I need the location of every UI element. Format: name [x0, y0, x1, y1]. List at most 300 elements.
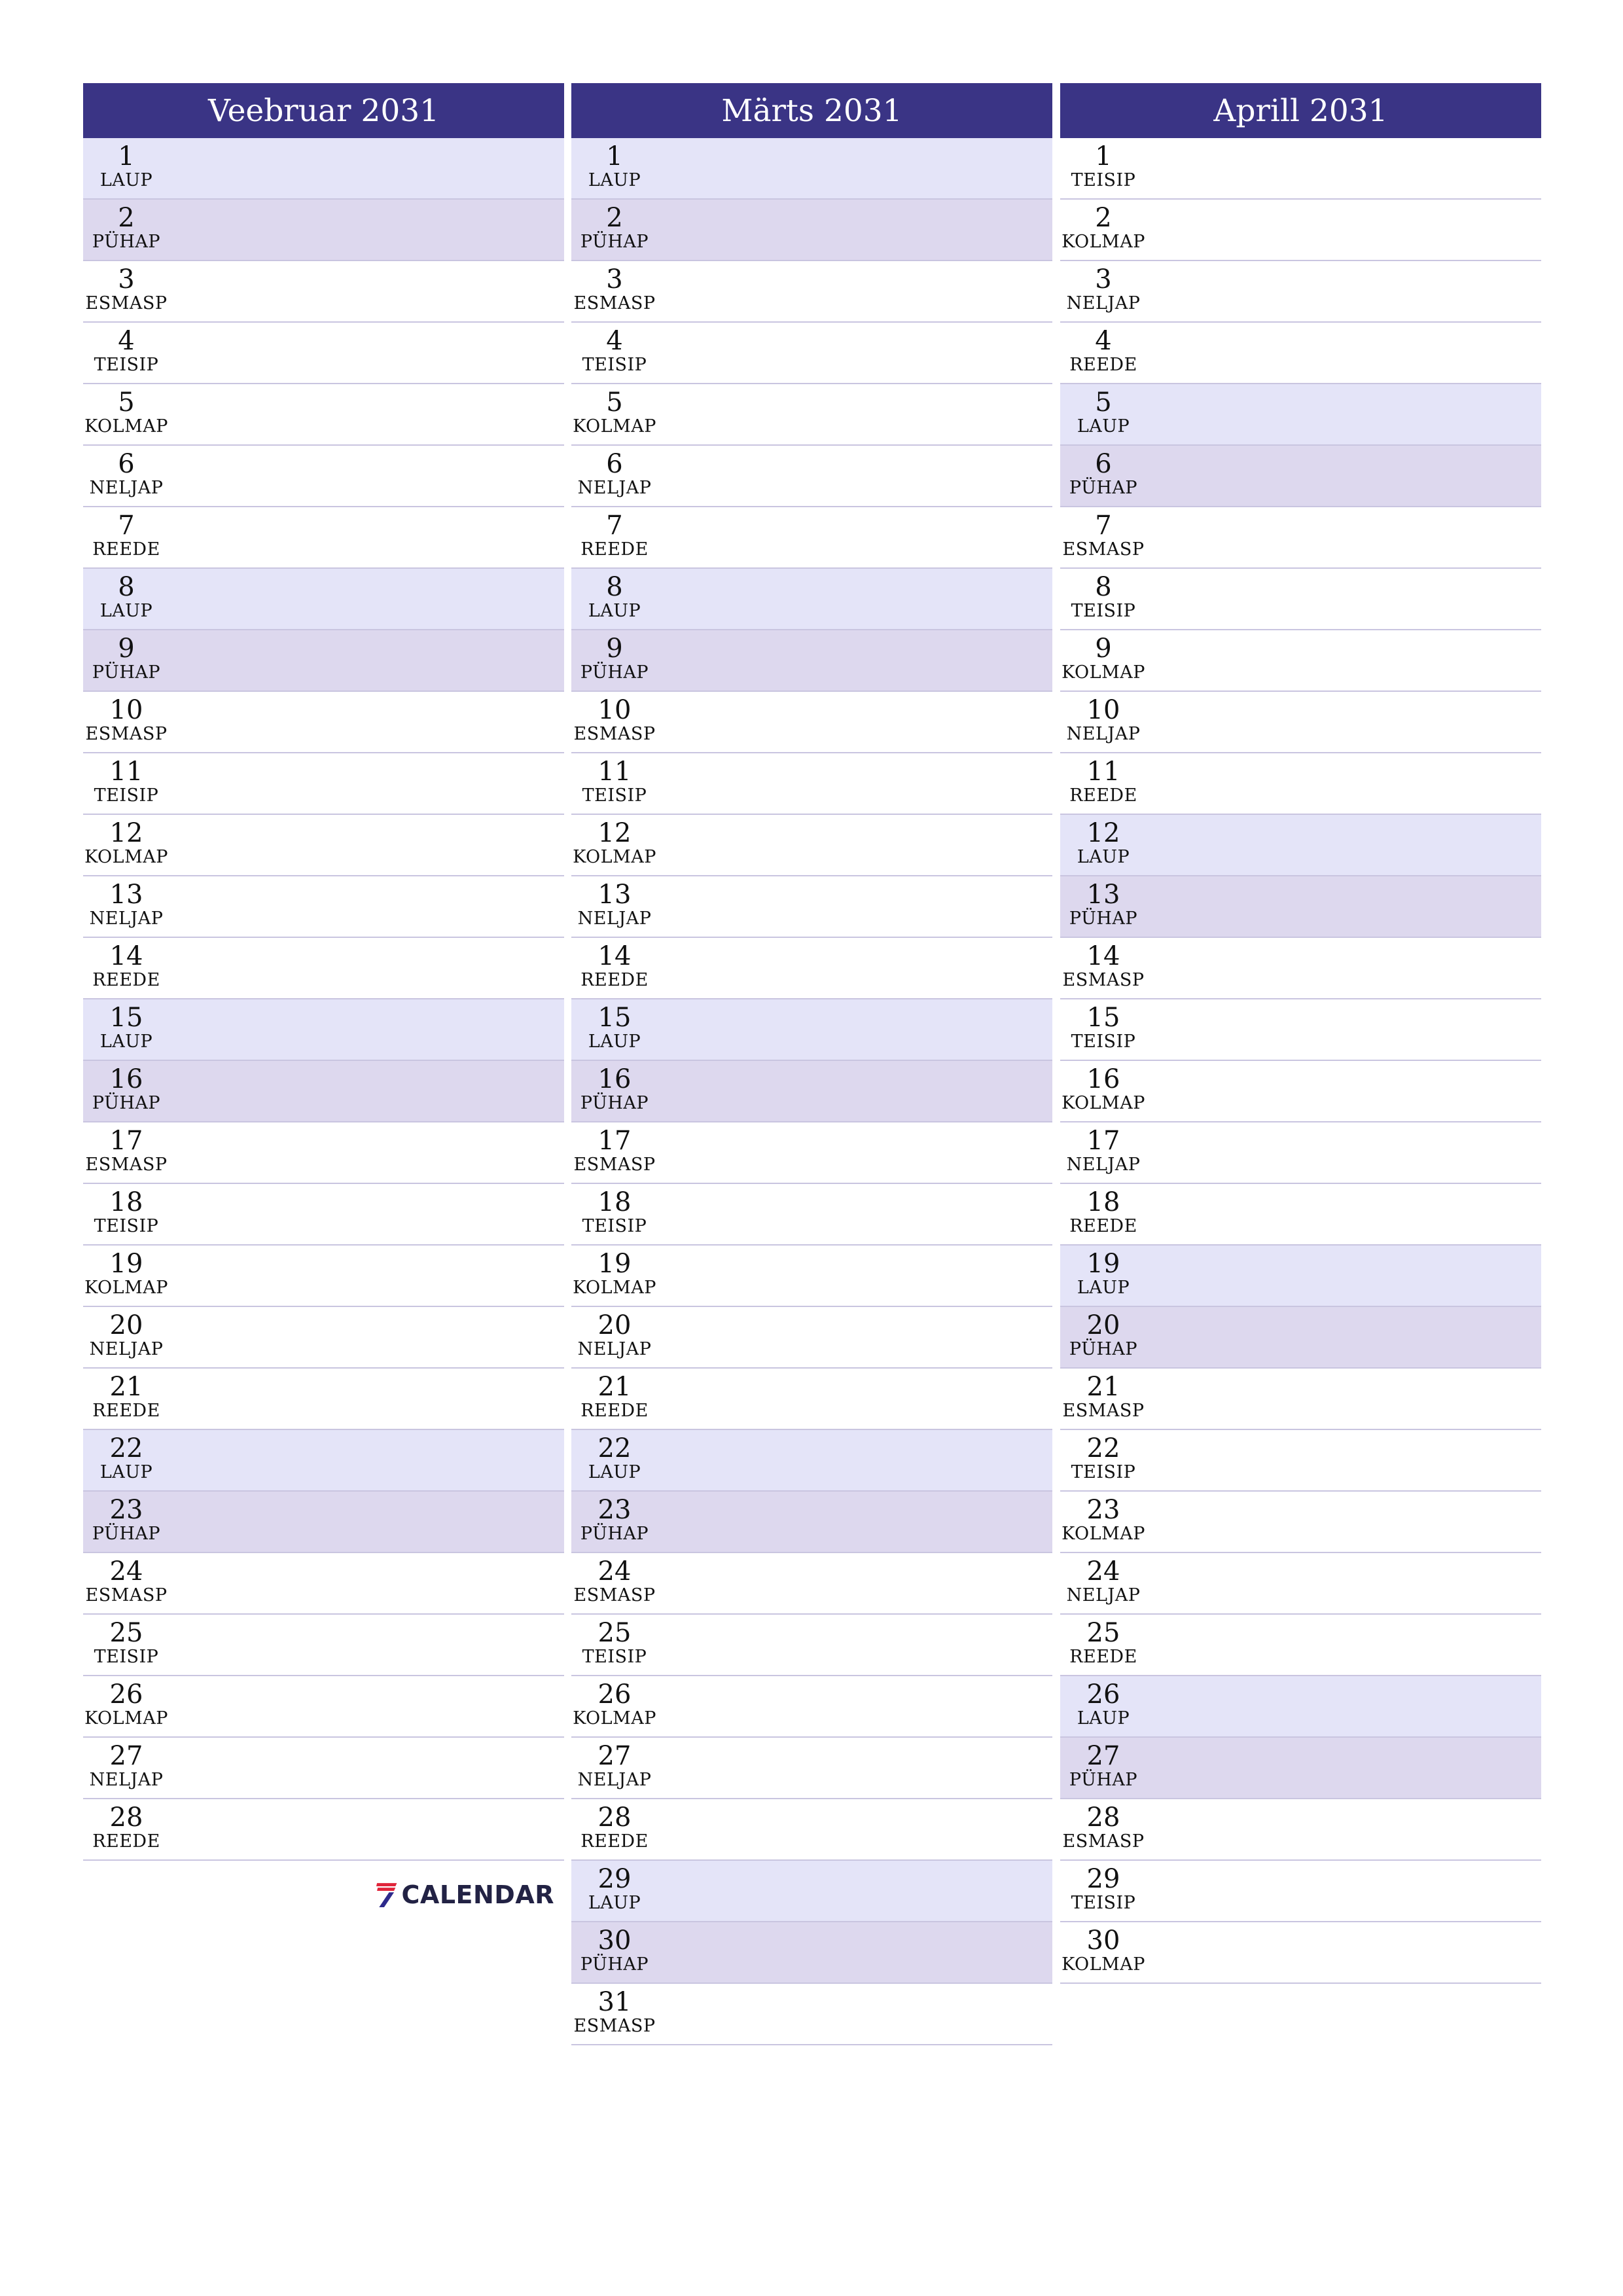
day-label — [1060, 323, 1147, 384]
weekday-name: LAUP — [99, 1031, 153, 1052]
day-number: 15 — [109, 1003, 143, 1033]
day-number: 25 — [1086, 1618, 1120, 1648]
day-row — [1060, 261, 1541, 323]
day-row — [83, 692, 564, 753]
day-label — [1060, 507, 1147, 569]
day-row — [83, 507, 564, 569]
weekday-name: LAUP — [1077, 416, 1130, 437]
day-list — [83, 138, 564, 1861]
weekday-name: NELJAP — [1066, 1155, 1141, 1175]
day-row — [83, 999, 564, 1061]
day-number: 15 — [1086, 1003, 1120, 1033]
day-label — [1060, 1738, 1147, 1799]
day-row — [571, 1861, 1052, 1922]
day-row — [571, 1184, 1052, 1246]
day-number: 26 — [109, 1679, 143, 1710]
day-number: 29 — [1086, 1864, 1120, 1894]
weekday-name: LAUP — [1077, 1278, 1130, 1298]
day-number: 12 — [109, 818, 143, 848]
weekday-name: LAUP — [1077, 1708, 1130, 1729]
weekday-name: REEDE — [92, 1401, 160, 1421]
day-row — [1060, 1738, 1541, 1799]
day-label — [1060, 446, 1147, 507]
day-number: 5 — [118, 387, 135, 418]
day-label — [571, 446, 658, 507]
weekday-name: NELJAP — [577, 1770, 652, 1790]
weekday-name: PÜHAP — [580, 1524, 649, 1544]
weekday-name: REEDE — [1069, 355, 1137, 375]
day-label — [571, 138, 658, 200]
day-label — [83, 1492, 169, 1553]
day-number: 5 — [1095, 387, 1112, 418]
day-row — [83, 1799, 564, 1861]
weekday-name: NELJAP — [1066, 293, 1141, 314]
weekday-name: KOLMAP — [84, 1708, 168, 1729]
day-number: 21 — [109, 1372, 143, 1402]
day-row — [571, 261, 1052, 323]
logo-text: CALENDAR — [401, 1880, 554, 1909]
day-row — [83, 1061, 564, 1122]
day-row — [571, 1922, 1052, 1984]
day-row — [571, 1492, 1052, 1553]
day-number: 12 — [1086, 818, 1120, 848]
day-number: 15 — [597, 1003, 632, 1033]
weekday-name: REEDE — [92, 539, 160, 560]
day-number: 22 — [1086, 1433, 1120, 1463]
day-label — [1060, 1922, 1147, 1984]
day-row — [571, 1061, 1052, 1122]
weekday-name: REEDE — [580, 970, 649, 990]
weekday-name: NELJAP — [1066, 1585, 1141, 1605]
day-number: 26 — [597, 1679, 632, 1710]
weekday-name: LAUP — [99, 170, 153, 190]
day-number: 8 — [118, 572, 135, 602]
day-row — [1060, 1861, 1541, 1922]
day-row — [1060, 1492, 1541, 1553]
day-label — [83, 1615, 169, 1676]
day-label — [1060, 630, 1147, 692]
day-number: 6 — [606, 449, 623, 479]
day-row — [1060, 1676, 1541, 1738]
day-number: 4 — [1095, 326, 1112, 356]
month-column-february — [83, 83, 564, 1861]
day-row — [1060, 1369, 1541, 1430]
day-number: 19 — [109, 1249, 143, 1279]
day-row — [83, 200, 564, 261]
day-row — [1060, 138, 1541, 200]
day-number: 28 — [1086, 1803, 1120, 1833]
day-row — [1060, 999, 1541, 1061]
day-label — [1060, 200, 1147, 261]
weekday-name: KOLMAP — [1061, 1954, 1145, 1975]
day-number: 6 — [118, 449, 135, 479]
weekday-name: ESMASP — [1062, 1401, 1145, 1421]
weekday-name: KOLMAP — [1061, 1524, 1145, 1544]
weekday-name: PÜHAP — [1069, 908, 1138, 929]
weekday-name: NELJAP — [577, 1339, 652, 1359]
day-label — [1060, 138, 1147, 200]
weekday-name: ESMASP — [85, 1155, 168, 1175]
weekday-name: NELJAP — [89, 1339, 164, 1359]
weekday-name: TEISIP — [582, 1216, 647, 1236]
day-number: 9 — [118, 634, 135, 664]
weekday-name: TEISIP — [94, 785, 159, 806]
day-label — [1060, 815, 1147, 876]
day-label — [1060, 1615, 1147, 1676]
day-label — [1060, 384, 1147, 446]
day-row — [83, 261, 564, 323]
weekday-name: REEDE — [92, 970, 160, 990]
day-number: 7 — [118, 511, 135, 541]
weekday-name: NELJAP — [89, 478, 164, 498]
weekday-name: KOLMAP — [1061, 1093, 1145, 1113]
weekday-name: LAUP — [588, 1031, 641, 1052]
weekday-name: TEISIP — [582, 355, 647, 375]
day-label — [1060, 753, 1147, 815]
day-label — [571, 569, 658, 630]
day-label — [83, 1184, 169, 1246]
day-number: 17 — [597, 1126, 632, 1156]
day-row — [571, 1738, 1052, 1799]
day-label — [1060, 1307, 1147, 1369]
day-number: 11 — [597, 757, 632, 787]
day-number: 17 — [109, 1126, 143, 1156]
weekday-name: KOLMAP — [573, 847, 656, 867]
day-number: 24 — [1086, 1556, 1120, 1587]
day-label — [571, 200, 658, 261]
day-row — [83, 815, 564, 876]
weekday-name: PÜHAP — [580, 1954, 649, 1975]
day-label — [1060, 569, 1147, 630]
weekday-name: LAUP — [588, 170, 641, 190]
day-row — [1060, 876, 1541, 938]
day-number: 2 — [606, 203, 623, 233]
month-title: Aprill 2031 — [1060, 83, 1541, 138]
day-row — [571, 1246, 1052, 1307]
day-row — [1060, 1799, 1541, 1861]
day-number: 25 — [109, 1618, 143, 1648]
day-row — [571, 692, 1052, 753]
day-row — [571, 1984, 1052, 2045]
day-number: 1 — [118, 141, 135, 171]
day-row — [571, 1799, 1052, 1861]
day-number: 9 — [1095, 634, 1112, 664]
weekday-name: TEISIP — [94, 1216, 159, 1236]
day-row — [571, 999, 1052, 1061]
weekday-name: PÜHAP — [92, 662, 161, 683]
seven-calendar-logo-icon — [376, 1871, 398, 1919]
day-label — [83, 1738, 169, 1799]
day-label — [1060, 261, 1147, 323]
month-column-march — [571, 83, 1052, 2045]
day-number: 18 — [109, 1187, 143, 1217]
weekday-name: KOLMAP — [1061, 662, 1145, 683]
day-row — [1060, 569, 1541, 630]
weekday-name: PÜHAP — [1069, 1770, 1138, 1790]
weekday-name: ESMASP — [85, 293, 168, 314]
day-number: 14 — [109, 941, 143, 971]
day-row — [1060, 446, 1541, 507]
day-label — [571, 1430, 658, 1492]
weekday-name: KOLMAP — [573, 1708, 656, 1729]
weekday-name: REEDE — [1069, 1216, 1137, 1236]
day-number: 16 — [597, 1064, 632, 1094]
weekday-name: TEISIP — [1071, 1462, 1136, 1482]
day-label — [83, 815, 169, 876]
weekday-name: PÜHAP — [92, 1093, 161, 1113]
weekday-name: ESMASP — [573, 2016, 656, 2036]
day-number: 30 — [1086, 1926, 1120, 1956]
day-number: 20 — [597, 1310, 632, 1340]
day-row — [571, 323, 1052, 384]
day-label — [1060, 1676, 1147, 1738]
weekday-name: REEDE — [580, 539, 649, 560]
day-number: 8 — [606, 572, 623, 602]
day-number: 30 — [597, 1926, 632, 1956]
day-row — [83, 384, 564, 446]
day-row — [1060, 1061, 1541, 1122]
day-label — [83, 630, 169, 692]
day-row — [1060, 1246, 1541, 1307]
day-label — [1060, 1430, 1147, 1492]
weekday-name: ESMASP — [1062, 1831, 1145, 1852]
day-row — [1060, 692, 1541, 753]
day-label — [83, 1246, 169, 1307]
day-number: 10 — [597, 695, 632, 725]
weekday-name: ESMASP — [573, 293, 656, 314]
day-label — [83, 1122, 169, 1184]
day-label — [1060, 1799, 1147, 1861]
day-row — [83, 1122, 564, 1184]
day-label — [83, 1430, 169, 1492]
day-row — [1060, 1553, 1541, 1615]
day-number: 3 — [118, 264, 135, 295]
weekday-name: NELJAP — [577, 478, 652, 498]
day-label — [571, 1061, 658, 1122]
day-number: 31 — [597, 1987, 632, 2017]
day-row — [1060, 384, 1541, 446]
day-label — [83, 323, 169, 384]
day-number: 23 — [109, 1495, 143, 1525]
day-row — [83, 1430, 564, 1492]
weekday-name: ESMASP — [85, 724, 168, 744]
day-row — [83, 630, 564, 692]
day-label — [83, 692, 169, 753]
day-label — [83, 507, 169, 569]
day-row — [1060, 1307, 1541, 1369]
weekday-name: LAUP — [1077, 847, 1130, 867]
day-row — [83, 1369, 564, 1430]
day-label — [571, 1553, 658, 1615]
weekday-name: ESMASP — [573, 724, 656, 744]
day-label — [571, 1492, 658, 1553]
day-number: 18 — [1086, 1187, 1120, 1217]
weekday-name: ESMASP — [573, 1155, 656, 1175]
weekday-name: TEISIP — [94, 1647, 159, 1667]
day-row — [83, 1184, 564, 1246]
day-label — [571, 1246, 658, 1307]
day-label — [571, 938, 658, 999]
day-number: 1 — [606, 141, 623, 171]
day-number: 19 — [1086, 1249, 1120, 1279]
day-row — [1060, 200, 1541, 261]
weekday-name: TEISIP — [582, 785, 647, 806]
day-number: 21 — [597, 1372, 632, 1402]
day-row — [571, 753, 1052, 815]
day-number: 14 — [597, 941, 632, 971]
day-row — [1060, 1615, 1541, 1676]
weekday-name: LAUP — [588, 1893, 641, 1913]
day-row — [1060, 1184, 1541, 1246]
day-label — [571, 1738, 658, 1799]
day-number: 27 — [597, 1741, 632, 1771]
day-number: 27 — [109, 1741, 143, 1771]
day-row — [571, 938, 1052, 999]
weekday-name: NELJAP — [1066, 724, 1141, 744]
day-row — [83, 1246, 564, 1307]
day-row — [571, 446, 1052, 507]
day-number: 23 — [1086, 1495, 1120, 1525]
day-number: 10 — [109, 695, 143, 725]
day-number: 13 — [597, 880, 632, 910]
day-number: 10 — [1086, 695, 1120, 725]
day-row — [1060, 1122, 1541, 1184]
day-row — [83, 1307, 564, 1369]
day-label — [1060, 692, 1147, 753]
weekday-name: TEISIP — [1071, 170, 1136, 190]
day-number: 4 — [118, 326, 135, 356]
day-number: 7 — [1095, 511, 1112, 541]
day-label — [571, 1307, 658, 1369]
day-row — [571, 1615, 1052, 1676]
weekday-name: LAUP — [588, 1462, 641, 1482]
day-row — [83, 1553, 564, 1615]
day-number: 20 — [1086, 1310, 1120, 1340]
day-number: 17 — [1086, 1126, 1120, 1156]
weekday-name: TEISIP — [1071, 1893, 1136, 1913]
month-title: Veebruar 2031 — [83, 83, 564, 138]
day-label — [571, 876, 658, 938]
weekday-name: ESMASP — [573, 1585, 656, 1605]
day-number: 29 — [597, 1864, 632, 1894]
weekday-name: REEDE — [92, 1831, 160, 1852]
day-number: 22 — [109, 1433, 143, 1463]
weekday-name: LAUP — [99, 1462, 153, 1482]
weekday-name: ESMASP — [1062, 539, 1145, 560]
day-number: 20 — [109, 1310, 143, 1340]
day-number: 2 — [1095, 203, 1112, 233]
day-row — [571, 507, 1052, 569]
weekday-name: NELJAP — [89, 908, 164, 929]
day-row — [1060, 1922, 1541, 1984]
day-label — [1060, 1553, 1147, 1615]
weekday-name: TEISIP — [1071, 601, 1136, 621]
day-number: 25 — [597, 1618, 632, 1648]
day-label — [571, 261, 658, 323]
day-number: 11 — [1086, 757, 1120, 787]
day-row — [1060, 323, 1541, 384]
day-number: 24 — [597, 1556, 632, 1587]
day-number: 6 — [1095, 449, 1112, 479]
day-row — [83, 446, 564, 507]
day-number: 7 — [606, 511, 623, 541]
day-row — [1060, 815, 1541, 876]
day-list — [571, 138, 1052, 2045]
day-label — [83, 200, 169, 261]
day-number: 26 — [1086, 1679, 1120, 1710]
day-row — [83, 1615, 564, 1676]
day-label — [571, 1922, 658, 1984]
weekday-name: PÜHAP — [580, 1093, 649, 1113]
day-row — [83, 1738, 564, 1799]
day-number: 19 — [597, 1249, 632, 1279]
day-number: 28 — [109, 1803, 143, 1833]
day-label — [571, 1676, 658, 1738]
day-row — [83, 1492, 564, 1553]
day-row — [571, 876, 1052, 938]
weekday-name: KOLMAP — [573, 416, 656, 437]
weekday-name: REEDE — [580, 1831, 649, 1852]
weekday-name: PÜHAP — [580, 662, 649, 683]
day-label — [571, 1122, 658, 1184]
weekday-name: ESMASP — [1062, 970, 1145, 990]
day-number: 22 — [597, 1433, 632, 1463]
day-label — [83, 753, 169, 815]
day-row — [83, 1676, 564, 1738]
weekday-name: TEISIP — [1071, 1031, 1136, 1052]
weekday-name: LAUP — [588, 601, 641, 621]
day-number: 13 — [109, 880, 143, 910]
day-label — [571, 323, 658, 384]
day-label — [571, 1799, 658, 1861]
day-label — [571, 1615, 658, 1676]
day-label — [571, 1369, 658, 1430]
day-label — [1060, 876, 1147, 938]
day-number: 21 — [1086, 1372, 1120, 1402]
day-label — [83, 938, 169, 999]
day-number: 5 — [606, 387, 623, 418]
day-label — [83, 446, 169, 507]
weekday-name: LAUP — [99, 601, 153, 621]
weekday-name: TEISIP — [582, 1647, 647, 1667]
weekday-name: KOLMAP — [573, 1278, 656, 1298]
day-label — [571, 815, 658, 876]
weekday-name: PÜHAP — [580, 232, 649, 252]
day-row — [571, 384, 1052, 446]
day-label — [83, 384, 169, 446]
weekday-name: KOLMAP — [84, 1278, 168, 1298]
weekday-name: ESMASP — [85, 1585, 168, 1605]
day-row — [83, 138, 564, 200]
day-row — [571, 1553, 1052, 1615]
weekday-name: PÜHAP — [92, 1524, 161, 1544]
day-label — [83, 261, 169, 323]
day-list — [1060, 138, 1541, 1984]
month-column-april — [1060, 83, 1541, 1984]
day-number: 13 — [1086, 880, 1120, 910]
day-label — [571, 999, 658, 1061]
day-row — [1060, 938, 1541, 999]
weekday-name: TEISIP — [94, 355, 159, 375]
weekday-name: NELJAP — [577, 908, 652, 929]
month-title: Märts 2031 — [571, 83, 1052, 138]
day-row — [571, 200, 1052, 261]
day-label — [571, 384, 658, 446]
day-number: 24 — [109, 1556, 143, 1587]
weekday-name: PÜHAP — [92, 232, 161, 252]
day-label — [1060, 1246, 1147, 1307]
day-label — [571, 692, 658, 753]
